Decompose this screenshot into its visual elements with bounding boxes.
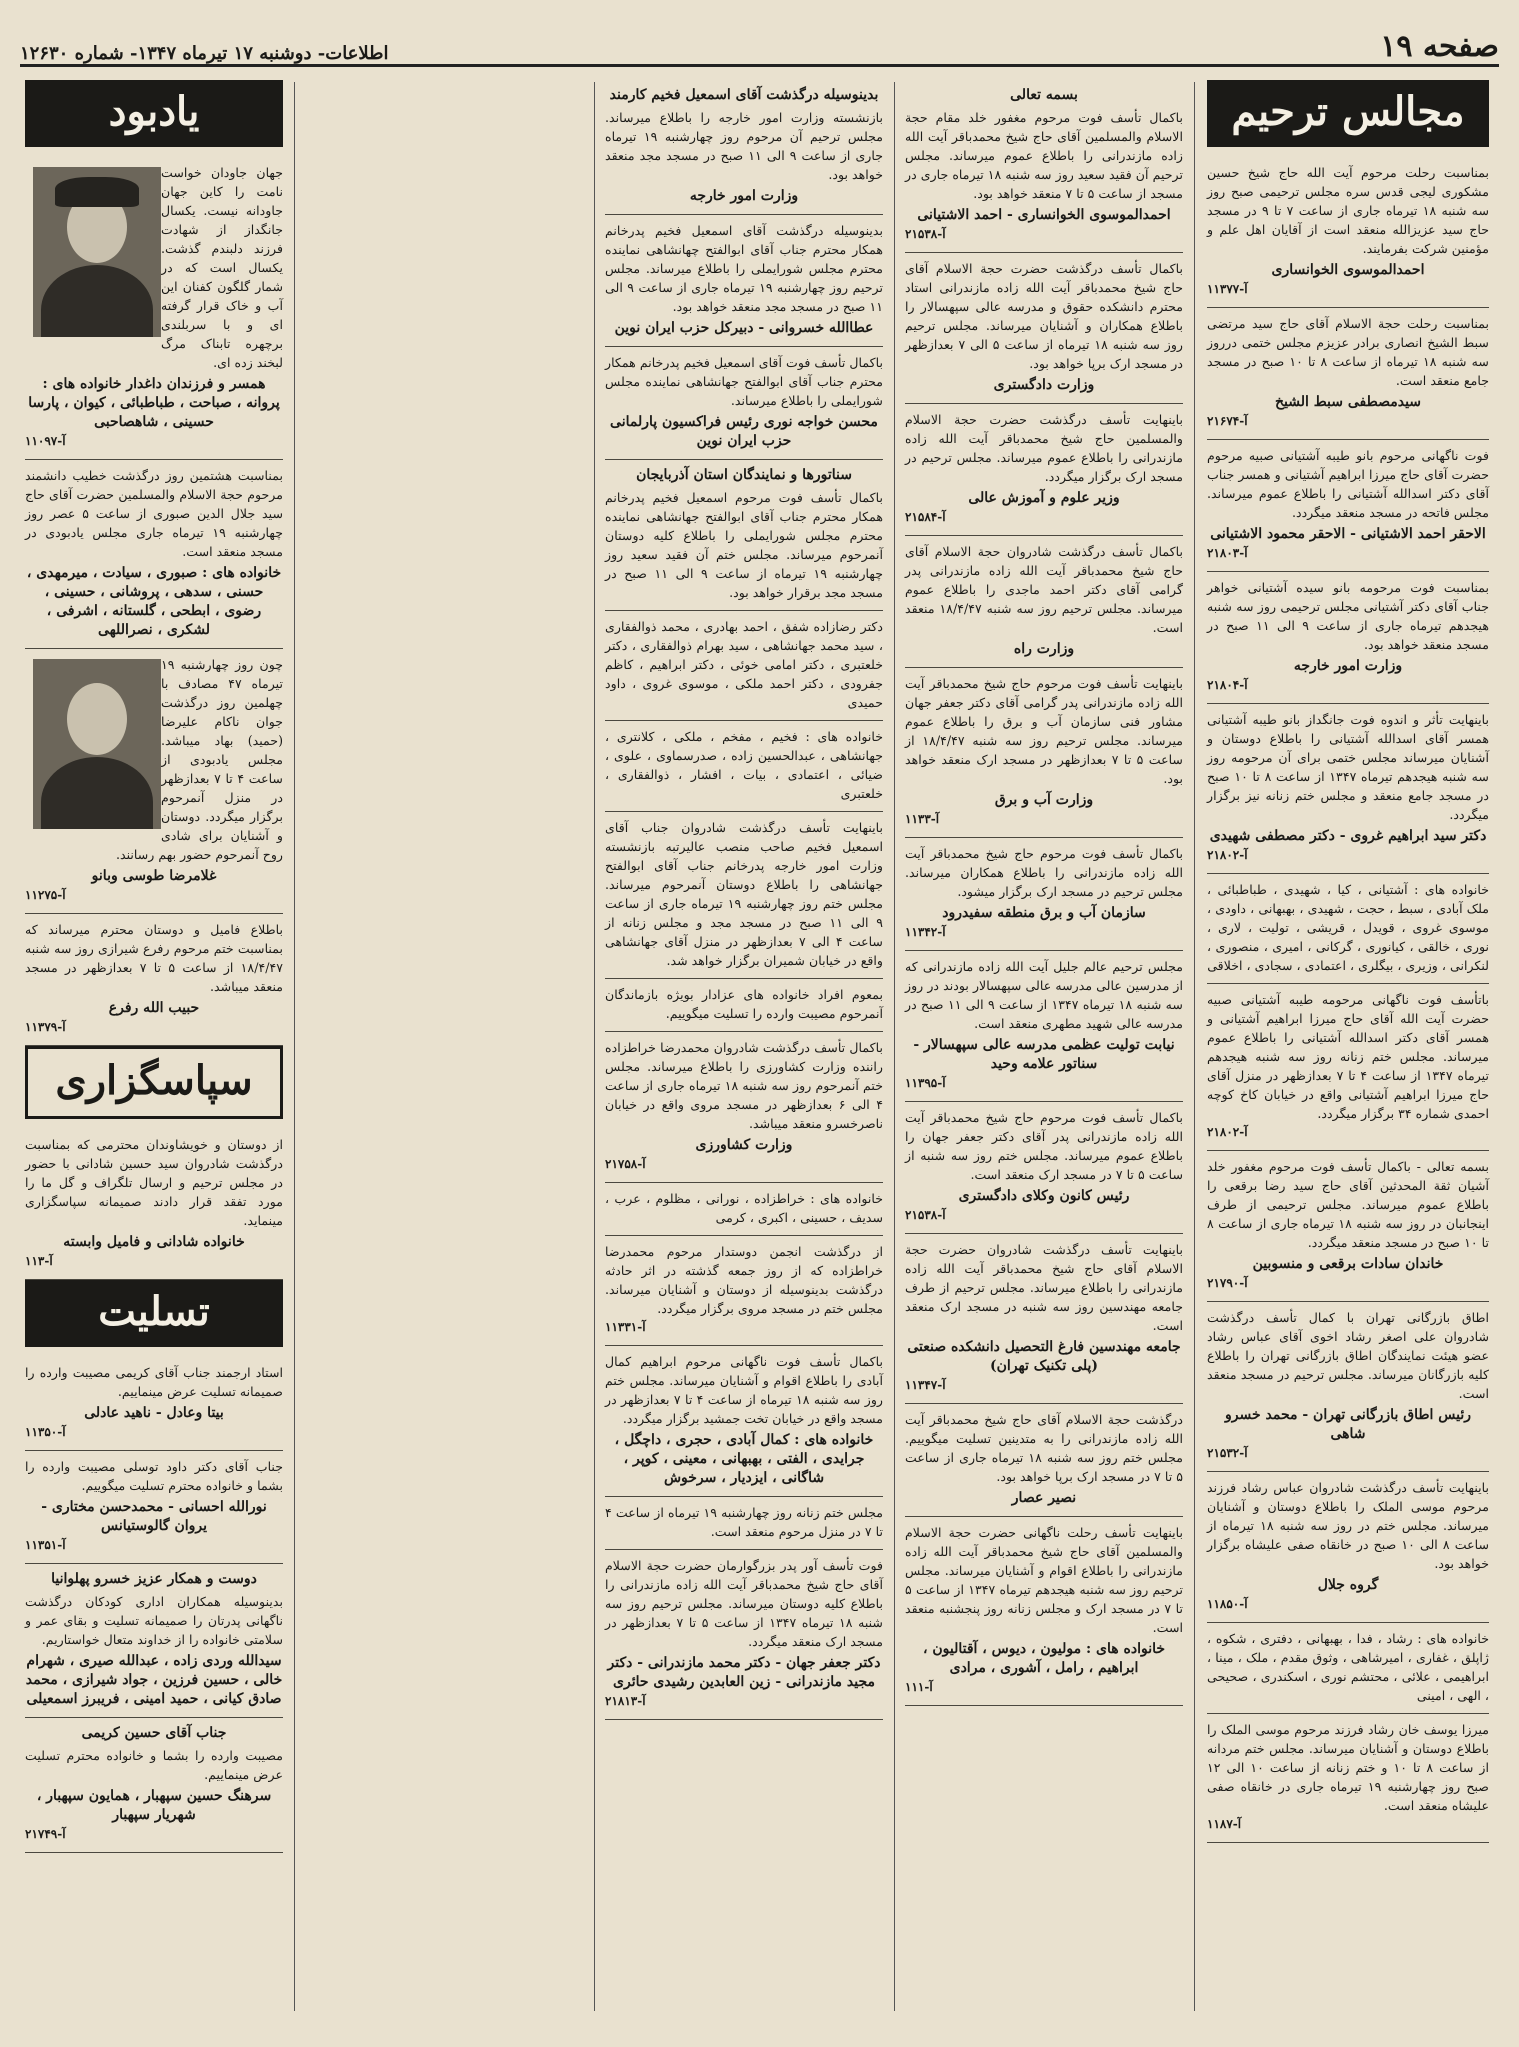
portrait-photo: [33, 167, 161, 337]
notice-signature: دکتر جعفر جهان - دکتر محمد مازندرانی - دکتر مجید مازندرانی - زین العابدین رشیدی حائری: [607, 1655, 881, 1690]
notice-signature: خانواده های : صبوری ، سیادت ، میرمهدی ، حسنی ، سدهی ، پروشانی ، حسینی ، رضوی ، ابطحی ، گلستانه ، اشرفی ، لشکری ، نصراللهی: [26, 565, 282, 638]
notice: [905, 536, 1183, 668]
notice-code: آ-۱۱۳۴۷: [905, 1378, 946, 1392]
notice: [905, 668, 1183, 838]
notice-text: باطلاع فامیل و دوستان محترم میرساند که بمناسبت ختم مرحوم رفرع شیرازی روز سه شنبه ۱۸/۴/۴۷ از ساعت ۵ تا ۷ بعدازظهر در مسجد منعقد میباشد.: [25, 922, 283, 994]
notice: [605, 979, 883, 1032]
notice-code: آ-۲۱۶۷۴: [1207, 414, 1248, 428]
notice-signature: رئیس اطاق بازرگانی تهران - محمد خسرو شاهی: [1225, 1407, 1471, 1442]
notice: [605, 80, 883, 215]
notice: [1207, 1714, 1489, 1843]
notice-code: آ-۲۱۵۸۴: [905, 510, 946, 524]
notice-code: آ-۲۱۷۹۰: [1207, 1276, 1248, 1290]
notice-text: باینهایت تأثر و اندوه فوت جانگداز بانو طیبه آشتیانی همسر آقای اسدالله آشتیانی را باطلاع دوستان و آشنایان میرساند مجلس ختمی برای آن مرحومه روز سه شنبه هیجدهم تیرماه ۱۳۴۷ از ساعت ۸ تا ۱۰ صبح در مسجد جامع منعقد و مجلس ختم زنانه نیز برگزار میگردد.: [1207, 712, 1489, 822]
notice-code: آ-۲۱۵۳۸: [905, 1208, 946, 1222]
masthead: [20, 30, 1499, 67]
notice-text: بمناسبت هشتمین روز درگذشت خطیب دانشمند مرحوم حجة الاسلام والمسلمین حضرت آقای حاج سید جلال الدین صبوری از ساعت ۵ عصر روز چهارشنبه ۱۹ تیرماه جاری مجلس یادبودی در مسجد منعقد است.: [25, 468, 283, 559]
notice: [605, 1032, 883, 1183]
notice-text: بازنشسته وزارت امور خارجه را باطلاع میرساند. مجلس ترحیم آن مرحوم روز چهارشنبه ۱۹ تیرماه جاری از ساعت ۹ الی ۱۱ صبح در مسجد مجد منعقد خواهد بود.: [605, 110, 884, 182]
portrait-photo: [33, 659, 161, 829]
notice-text: باینهایت تأسف درگذشت شادروان حضرت حجة الاسلام آقای حاج شیخ محمدباقر آیت الله زاده مازندرانی را باطلاع میرساند. مجلس ترحیم از طرف جامعه مهندسین روز سه شنبه در مسجد ارک منعقد است.: [905, 1242, 1183, 1333]
notice: [25, 1718, 283, 1853]
notice: [25, 649, 283, 914]
notice-signature: احمدالموسوی الخوانساری: [1271, 262, 1425, 278]
notice-text: استاد ارجمند جناب آقای کریمی مصیبت وارده را صمیمانه تسلیت عرض مینماییم.: [25, 1365, 283, 1399]
notice-text: بسمه تعالی - باکمال تأسف فوت مرحوم مغفور خلد آشیان ثقة المحدثین آقای حاج سید رضا برقعی را باطلاع عموم میرساند. مجلس ترحیمی از طرف اینجانبان در روز سه شنبه ۱۸ تیرماه جاری از ساعت ۸ تا ۱۰ صبح در مسجد منعقد میگردد.: [1207, 1159, 1489, 1250]
notice-text: میرزا یوسف خان رشاد فرزند مرحوم موسی الملک را باطلاع دوستان و آشنایان میرساند. مجلس ختم مردانه از ساعت ۸ تا ۱۰ و ختم زنانه از ساعت ۱۰ الی ۱۲ صبح روز چهارشنبه ۱۹ تیرماه جاری در خانقاه صفی علیشاه منعقد است.: [1207, 1722, 1489, 1813]
notice-code: آ-۱۱۸۷: [1207, 1817, 1242, 1831]
notice: [605, 215, 883, 347]
notice-text: از دوستان و خویشاوندان محترمی که بمناسبت درگذشت شادروان سید حسین شادانی با حضور در مجلس ترحیم و ارسال تلگراف و گل ما را مورد تفقد قرار دادند صمیمانه سپاسگزاری مینماید.: [25, 1137, 283, 1228]
notice-code: آ-۱۱۰۹۷: [25, 434, 66, 448]
notice-signature: خانواده های : مولیون ، دیوس ، آقتالیون ، ابراهیم ، رامل ، آشوری ، مرادی: [922, 1641, 1166, 1676]
notice-text: بمناسبت رحلت حجة الاسلام آقای حاج سید مرتضی سبط الشیخ انصاری برادر عزیزم مجلس ختمی درروز سه شنبه ۱۸ تیرماه از ساعت ۸ تا ۱۰ صبح در مسجد جامع منعقد است.: [1207, 316, 1489, 388]
notice-signature: وزارت آب و برق: [994, 792, 1094, 808]
notice-signature: غلامرضا طوسی وبانو: [91, 868, 217, 884]
notice-signature: حبیب الله رفرع: [108, 1000, 200, 1016]
notice-signature: سیدمصطفی سبط الشیخ: [1274, 394, 1422, 410]
notice-code: آ-۱۱۱: [905, 1680, 933, 1694]
notice: [25, 914, 283, 1046]
notice-signature: سرهنگ حسین سپهبار ، همایون سپهبار ، شهریار سپهبار: [36, 1788, 272, 1823]
notice: [905, 1102, 1183, 1234]
notice-code: آ-۲۱۸۱۳: [605, 1694, 646, 1708]
notice-heading: دوست و همکار عزیز خسرو پهلوانیا: [51, 1571, 257, 1587]
notice-code: آ-۲۱۸۰۲: [1207, 1125, 1248, 1139]
notice: [605, 347, 883, 460]
notice-text: مجلس ختم زنانه روز چهارشنبه ۱۹ تیرماه از ساعت ۴ تا ۷ در منزل مرحوم منعقد است.: [605, 1505, 883, 1539]
notice-signature: جامعه مهندسین فارغ التحصیل دانشکده صنعتی (پلی تکنیک تهران): [907, 1339, 1181, 1374]
notice-code: آ-۱۱۳۳: [905, 812, 940, 826]
notice: [25, 460, 283, 649]
column-rule: [1194, 82, 1195, 2011]
notice: [1207, 1623, 1489, 1714]
notice-list: [905, 80, 1183, 1706]
section-banner-condolence: تسلیت: [25, 1280, 283, 1347]
notice-signature: نورالله احسانی - محمدحسن مختاری - یروان گالوستیانس: [41, 1499, 267, 1534]
notice-text: باکمال تأسف فوت آقای اسمعیل فخیم پدرخانم همکار محترم جناب آقای ابوالفتح جهانشاهی نماینده مجلس شورایملی را باطلاع میرساند.: [605, 355, 883, 408]
notice-text: مصیبت وارده را بشما و خانواده محترم تسلیت عرض مینماییم.: [25, 1748, 283, 1782]
column-4: [19, 80, 289, 2017]
notice-code: آ-۲۱۸۰۲: [1207, 848, 1248, 862]
notice-text: بدینوسیله درگذشت آقای اسمعیل فخیم پدرخانم همکار محترم جناب آقای ابوالفتح چهانشاهی نماینده محترم مجلس شورایملی را باطلاع میرساند. مجلس ترحیم روز چهارشنبه ۱۹ تیرماه جاری از ساعت ۹ الی ۱۱ صبح در مسجد مجد منعقد خواهد بود.: [605, 223, 883, 314]
notice: [1207, 1302, 1489, 1472]
notice-text: باکمال تأسف فوت مرحوم حاج شیخ محمدباقر آیت الله زاده مازندرانی پدر آقای دکتر جعفر جهان را باطلاع عموم میرساند. مجلس ختم روز سه شنبه از ساعت ۵ تا ۷ در مسجد ارک منعقد است.: [905, 1110, 1183, 1182]
notice-signature: عطاالله خسروانی - دبیرکل حزب ایران نوین: [614, 320, 874, 336]
column-rule: [294, 82, 295, 2011]
notice-code: آ-۲۱۷۴۹: [25, 1827, 66, 1841]
notice-heading: جناب آقای حسین کریمی: [81, 1725, 227, 1741]
notice: [1207, 984, 1489, 1151]
notice-signature: خانواده شادانی و فامیل وابسته: [63, 1234, 245, 1250]
notice-text: بمناسبت فوت مرحومه بانو سیده آشتیانی خواهر جناب آقای دکتر آشتیانی مجلس ترحیمی روز سه شنبه هیجدهم تیرماه جاری از ساعت ۹ الی ۱۱ صبح در مسجد منعقد خواهد بود.: [1207, 580, 1489, 652]
notice: [605, 812, 883, 979]
notice-text: دکتر رضازاده شفق ، احمد بهادری ، محمد ذوالفقاری ، سید محمد جهانشاهی ، سید بهرام ذوالفقاری ، دکتر خلعتبری ، دکتر امامی خوئی ، دکتر ابراهیم ، کاظم جفرودی ، دکتر احمد ملکی ، موسوی غروی ، داود حمیدی: [605, 619, 883, 710]
notice-signature: وزیر علوم و آموزش عالی: [968, 490, 1120, 506]
notice-signature: الاحقر احمد الاشتیانی - الاحقر محمود الاشتیانی: [1210, 526, 1486, 542]
notice-text: باکمال تأسف فوت ناگهانی مرحوم ابراهیم کمال آبادی را باطلاع اقوام و آشنایان میرساند. مجلس ختم روز سه شنبه ۱۸ تیرماه از ساعت ۴ تا ۷ بعدازظهر در مسجد واقع در خیابان تخت جمشید برگزار میگردد.: [605, 1354, 883, 1426]
notice: [905, 1234, 1183, 1404]
notice: [905, 80, 1183, 253]
notice-heading: بدینوسیله درگذشت آقای اسمعیل فخیم کارمند: [609, 87, 879, 103]
notice-text: باینهایت تأسف رحلت ناگهانی حضرت حجة الاسلام والمسلمین آقای حاج شیخ محمدباقر آیت الله زاده مازندرانی را باطلاع اقوام و آشنایان میرساند. مجلس ترحیم روز سه شنبه هیجدهم تیرماه ۱۳۴۷ از ساعت ۵ تا ۷ در مسجد ارک و مجلس زنانه روز پنجشنبه منعقد است.: [905, 1525, 1183, 1635]
notice-code: آ-۱۱۳۵۰: [25, 1425, 66, 1439]
notice: [25, 1357, 283, 1451]
notice: [25, 1451, 283, 1564]
column-rule: [594, 82, 595, 2011]
notice-code: آ-۱۱۳۷۷: [1207, 282, 1248, 296]
notice-text: جناب آقای دکتر داود توسلی مصیبت وارده را بشما و خانواده محترم تسلیت میگوییم.: [25, 1459, 283, 1493]
notice: [605, 1236, 883, 1346]
notice-code: آ-۱۱۸۵۰: [1207, 1597, 1248, 1611]
notice: [905, 253, 1183, 404]
notice-signature: وزارت راه: [1013, 641, 1075, 657]
notice: [1207, 308, 1489, 440]
notice: [605, 1550, 883, 1720]
notice: [1207, 874, 1489, 984]
notice-text: باینهایت تأسف درگذشت شادروان عباس رشاد فرزند مرحوم موسی الملک را باطلاع دوستان و آشنایان میرساند. مجلس ختم در روز سه شنبه ۱۸ تیرماه از ساعت ۸ الی ۱۰ صبح در خانقاه صفی علیشاه برگزار خواهد بود.: [1207, 1480, 1489, 1571]
notice-text: مجلس ترحیم عالم جلیل آیت الله زاده مازندرانی که از مدرسین عالی مدرسه عالی سپهسالار بودند در روز سه شنبه ۱۸ تیرماه ۱۳۴۷ از ساعت ۹ الی ۱۱ صبح در مدرسه عالی شهید مطهری منعقد است.: [905, 959, 1183, 1031]
notice-text: باینهایت تأسف درگذشت شادروان جناب آقای اسمعیل فخیم صاحب منصب عالیرتبه بازنشسته وزارت امور خارجه پدرخانم جناب آقای ابوالفتح جهانشاهی را باطلاع دوستان آنمرحوم میرساند. مجلس ختم روز چهارشنبه ۱۹ تیرماه جاری از ساعت ۹ الی ۱۱ صبح در مسجد مجد و مجلس زنانه از ساعت ۴ الی ۷ بعدازظهر در منزل آقای جهانشاهی واقع در خیابان شمیران برگزار خواهد شد.: [605, 820, 883, 968]
notice-code: آ-۲۱۵۳۲: [1207, 1446, 1248, 1460]
notice-list: [1207, 157, 1489, 1843]
notice-code: آ-۱۱۳: [25, 1254, 53, 1268]
notice-signature: وزارت کشاورزی: [695, 1137, 793, 1153]
notice: [605, 460, 883, 611]
notice-signature: خانواده های : کمال آبادی ، حجری ، داچگل ، جرایدی ، الفتی ، بهبهانی ، معینی ، کوپر ، شاگانی ، ایزدیار ، سرخوش: [614, 1432, 874, 1486]
notice-text: اطاق بازرگانی تهران با کمال تأسف درگذشت شادروان علی اصغر رشاد اخوی آقای عباس رشاد عضو هیئت نمایندگان اطاق بازرگانی تهران را باطلاع کلیه بازرگانان میرساند. مجلس ترحیم در مسجد منعقد است.: [1207, 1310, 1489, 1401]
notice: [1207, 440, 1489, 572]
notice: [605, 1497, 883, 1550]
notice-text: خانواده های : آشتیانی ، کیا ، شهیدی ، طباطبائی ، ملک آبادی ، سبط ، حجت ، شهیدی ، بهبهانی ، داودی ، موسوی غروی ، قویدل ، قریشی ، تولیت ، لاری ، نوری ، خالقی ، کیانوری ، گرکانی ، امیری ، منصوری ، لنکرانی ، وزیری ، بیگلری ، اعتمادی ، سجادی ، اخلاقی: [1207, 882, 1489, 973]
notice: [905, 404, 1183, 536]
notice-signature: خاندان سادات برقعی و منسوبین: [1252, 1256, 1444, 1272]
notice-text: خانواده های : رشاد ، فدا ، بهبهانی ، دفتری ، شکوه ، ژاپلق ، غفاری ، امیرشاهی ، وثوق مقدم ، ملک ، مینا ، ابراهیمی ، علائی ، محتشم نوری ، اسکندری ، صحیحی ، الهی ، امینی: [1207, 1631, 1489, 1703]
notice-code: آ-۱۱۳۷۹: [25, 1020, 66, 1034]
notice-signature: وزارت امور خارجه: [689, 188, 799, 204]
notice-text: باکمال تأسف درگذشت شادروان محمدرضا خراطزاده راننده وزارت کشاورزی را باطلاع میرساند. مجلس ختم آنمرحوم روز سه شنبه ۱۸ تیرماه جاری از ساعت ۴ الی ۶ بعدازظهر در مسجد مروی واقع در خیابان ناصرخسرو منعقد میباشد.: [605, 1040, 883, 1131]
notice-signature: بیتا وعادل - ناهید عادلی: [84, 1405, 224, 1421]
notice-signature: سیدالله وردی زاده ، عبدالله صیری ، شهرام خالی ، حسین فرزین ، جواد شیرازی ، محمد صادق کیانی ، حمید امینی ، فریبرز اسمعیلی: [25, 1653, 283, 1707]
notice-code: آ-۲۱۸۰۳: [1207, 546, 1248, 560]
notice-text: باکمال تأسف فوت مرحوم مغفور خلد مقام حجة الاسلام والمسلمین آقای حاج شیخ محمدباقر آیت الله زاده مازندرانی را باطلاع عموم میرساند. مجلس ترحیم آن فقید سعید روز سه شنبه ۱۸ تیرماه جاری در مسجد از ساعت ۵ تا ۷ منعقد خواهد بود.: [905, 110, 1183, 201]
notice: [605, 1346, 883, 1497]
notice-text: باکمال تأسف فوت مرحوم اسمعیل فخیم پدرخانم همکار محترم جناب آقای ابوالفتح جهانشاهی نماینده محترم مجلس شورایملی را باطلاع کلیه دوستان آنمرحوم میرساند. مجلس ختم آن فقید سعید روز چهارشنبه ۱۹ تیرماه از ساعت ۹ الی ۱۱ صبح در مسجد مجد برقرار خواهد بود.: [605, 490, 883, 600]
page-number: صفحه ۱۹: [1380, 29, 1499, 64]
notice: [605, 721, 883, 812]
notice-signature: همسر و فرزندان داغدار خانواده های : پروانه ، صباحت ، طباطبائی ، کیوان ، پارسا حسینی ، شاهصاحبی: [28, 376, 280, 430]
notice-text: فوت تأسف آور پدر بزرگوارمان حضرت حجة الاسلام آقای حاج شیخ محمدباقر آیت الله زاده مازندرانی را باطلاع کلیه دوستان میرساند. مجلس ترحیم روز سه شنبه ۱۸ تیرماه ۱۳۴۷ از ساعت ۵ تا ۷ بعدازظهر در مسجد ارک منعقد میگردد.: [605, 1558, 883, 1649]
notice-text: بمناسبت رحلت مرحوم آیت الله حاج شیخ حسین مشکوری لیجی قدس سره مجلس ترحیمی صبح روز سه شنبه ۱۸ تیرماه جاری از ساعت ۷ تا ۹ در مسجد حاج سید عزیزالله منعقد است از آقایان اهل علم و مؤمنین شرکت بفرمایند.: [1207, 165, 1489, 256]
notice-code: آ-۲۱۵۳۸: [905, 227, 946, 241]
notice-text: باینهایت تأسف درگذشت حضرت حجة الاسلام والمسلمین حاج شیخ محمدباقر آیت الله زاده مازندرانی را باطلاع عموم میرساند. مجلس ترحیم در مسجد ارک برگزار میگردد.: [905, 412, 1183, 484]
notice: [905, 951, 1183, 1102]
notice-signature: نصیر عصار: [1011, 1490, 1077, 1506]
notice-text: چون روز چهارشنبه ۱۹ تیرماه ۴۷ مصادف با چهلمین روز درگذشت جوان ناکام علیرضا (حمید) بهاد میباشد. مجلس یادبودی از ساعت ۴ تا ۷ بعدازظهر در منزل آنمرحوم برگزار میگردد. دوستان و آشنایان برای شادی روح آنمرحوم حضور بهم رسانند.: [115, 657, 283, 862]
notice-list: [25, 1357, 283, 1853]
notice-text: باکمال تأسف درگذشت شادروان حجة الاسلام آقای حاج شیخ محمدباقر آیت الله زاده مازندرانی پدر گرامی آقای دکتر احمد ماجدی را باطلاع عموم میرساند. مجلس ترحیم روز سه شنبه ۱۸/۴/۴۷ منعقد است.: [905, 544, 1184, 635]
notice: [1207, 1472, 1489, 1623]
notice-code: آ-۱۱۳۳۱: [605, 1320, 646, 1334]
notice-code: آ-۱۱۳۵۱: [25, 1538, 66, 1552]
notice: [1207, 704, 1489, 874]
notice-text: باتأسف فوت ناگهانی مرحومه طیبه آشتیانی صبیه حضرت آیت الله آقای حاج میرزا ابراهیم آشتیانی و همسر آقای دکتر اسدالله آشتیانی را باطلاع عموم میرساند. مجلس ختم زنانه روز سه شنبه هیجدهم تیرماه ۱۳۴۷ از ساعت ۴ تا ۷ بعدازظهر در منزل آقای حاج میرزا ابراهیم آشتیانی واقع در خیابان کاخ کوچه احمدی شماره ۳۴ برگزار میگردد.: [1207, 992, 1489, 1121]
notice-text: باینهایت تأسف فوت مرحوم حاج شیخ محمدباقر آیت الله زاده مازندرانی پدر گرامی آقای دکتر جعفر جهان مشاور فنی سازمان آب و برق را باطلاع عموم میرساند. مجلس ترحیم روز سه شنبه ۱۸/۴/۴۷ از ساعت ۵ تا ۷ بعدازظهر در مسجد ارک منعقد خواهد بود.: [905, 676, 1183, 786]
notice-heading: بسمه تعالی: [1010, 87, 1078, 103]
notice: [1207, 1151, 1489, 1302]
notice-code: آ-۱۱۳۴۲: [905, 925, 946, 939]
notice: [605, 1183, 883, 1236]
notice-signature: رئیس کانون وکلای دادگستری: [958, 1188, 1130, 1204]
issue-info: اطلاعات- دوشنبه ۱۷ تیرماه ۱۳۴۷- شماره ۱۲۶۳۰: [20, 43, 389, 64]
notice: [25, 1564, 283, 1718]
section-banner-remembrance: یادبود: [25, 80, 283, 147]
section-banner-memorial: مجالس ترحیم: [1207, 80, 1489, 147]
notice: [1207, 157, 1489, 308]
section-banner-thanks: سپاسگزاری: [25, 1046, 283, 1119]
notice: [25, 1129, 283, 1280]
notice: [905, 1404, 1183, 1517]
notice-code: آ-۲۱۸۰۴: [1207, 678, 1248, 692]
notice-signature: دکتر سید ابراهیم غروی - دکتر مصطفی شهیدی: [1209, 828, 1487, 844]
notice-text: فوت ناگهانی مرحوم بانو طیبه آشتیانی صبیه مرحوم حضرت آقای حاج میرزا ابراهیم آشتیانی و همسر جناب آقای دکتر اسدالله آشتیانی را باطلاع عموم میرساند. مجلس فاتحه در مسجد منعقد میگردد.: [1207, 448, 1489, 520]
notice: [905, 1517, 1183, 1706]
notice-text: از درگذشت انجمن دوستدار مرحوم محمدرضا خراطزاده که از روز جمعه گذشته در اثر حادثه درگذشت بدینوسیله از دوستان و آشنایان میرساند. مجلس ختم در مسجد مروی برگزار میگردد.: [605, 1244, 883, 1316]
column-3: [599, 80, 889, 2017]
notice-text: جهان جاودان خواست نامت را کاین جهان جاودانه نیست. یکسال جانگداز از شهادت فرزند دلبندم گذشت. یکسال است که در شمار گلگون کفنان این آب و خاک قرار گرفته ای و با سربلندی برچهره تابناک مرگ لبخند زده ای.: [161, 165, 283, 370]
notice-list: [605, 80, 883, 1720]
notice: [605, 611, 883, 721]
column-1: [1201, 80, 1495, 2017]
notice-signature: گروه جلال: [1317, 1577, 1379, 1593]
notice-heading: سناتورها و نمایندگان استان آذربایجان: [636, 467, 852, 483]
column-rule: [894, 82, 895, 2011]
notice-signature: محسن خواجه نوری رئیس فراکسیون پارلمانی حزب ایران نوین: [610, 414, 878, 449]
notice-signature: وزارت دادگستری: [993, 377, 1095, 393]
notice-text: خانواده های : خراطزاده ، نورانی ، مظلوم ، عرب ، سدیف ، حسینی ، اکبری ، کرمی: [605, 1191, 883, 1225]
notice-signature: وزارت امور خارجه: [1293, 658, 1403, 674]
notice-signature: سازمان آب و برق منطقه سفیدرود: [942, 905, 1146, 921]
notice-text: درگذشت حجة الاسلام آقای حاج شیخ محمدباقر آیت الله زاده مازندرانی را به متدینین تسلیت میگوییم. مجلس ختم روز سه شنبه ۱۸ تیرماه جاری از ساعت ۵ تا ۷ در مسجد ارک برپا خواهد بود.: [905, 1412, 1183, 1484]
notice: [905, 838, 1183, 951]
column-2: [899, 80, 1189, 2017]
notice-code: آ-۱۱۳۹۵: [905, 1076, 946, 1090]
notice-text: باکمال تأسف فوت مرحوم حاج شیخ محمدباقر آیت الله زاده مازندرانی را باطلاع همکاران میرساند. مجلس ترحیم در مسجد ارک برگزار میشود.: [905, 846, 1183, 899]
notice-text: بدینوسیله همکاران اداری کودکان درگذشت ناگهانی پدرتان را صمیمانه تسلیت و بقای عمر و سلامتی خانواده را از خداوند متعال خواستاریم.: [25, 1594, 283, 1647]
notice-code: آ-۱۱۲۷۵: [25, 888, 66, 902]
notice-text: باکمال تأسف درگذشت حضرت حجة الاسلام آقای حاج شیخ محمدباقر آیت الله زاده مازندرانی استاد محترم دانشکده حقوق و مدرسه عالی سپهسالار را باطلاع همکاران و آشنایان میرساند. مجلس ترحیم روز سه شنبه ۱۸ تیرماه از ساعت ۵ الی ۷ بعدازظهر در مسجد ارک برپا خواهد بود.: [905, 261, 1183, 371]
notice: [1207, 572, 1489, 704]
notice-code: آ-۲۱۷۵۸: [605, 1157, 646, 1171]
notice-text: خانواده های : فخیم ، مفخم ، ملکی ، کلانتری ، جهانشاهی ، عبدالحسین زاده ، صدرسماوی ، علوی ، ضیائی ، اعتمادی ، بیات ، افشار ، ذوالفقاری ، خلعتبری: [605, 729, 883, 801]
notice-text: بمعوم افراد خانواده های عزادار بویژه بازماندگان آنمرحوم مصیبت وارده را تسلیت میگوییم.: [605, 987, 883, 1021]
notice-signature: نیابت تولیت عظمی مدرسه عالی سپهسالار - سناتور علامه وحید: [913, 1037, 1175, 1072]
notice-signature: احمدالموسوی الخوانساری - احمد الاشتیانی: [917, 207, 1171, 223]
notice: [25, 157, 283, 460]
